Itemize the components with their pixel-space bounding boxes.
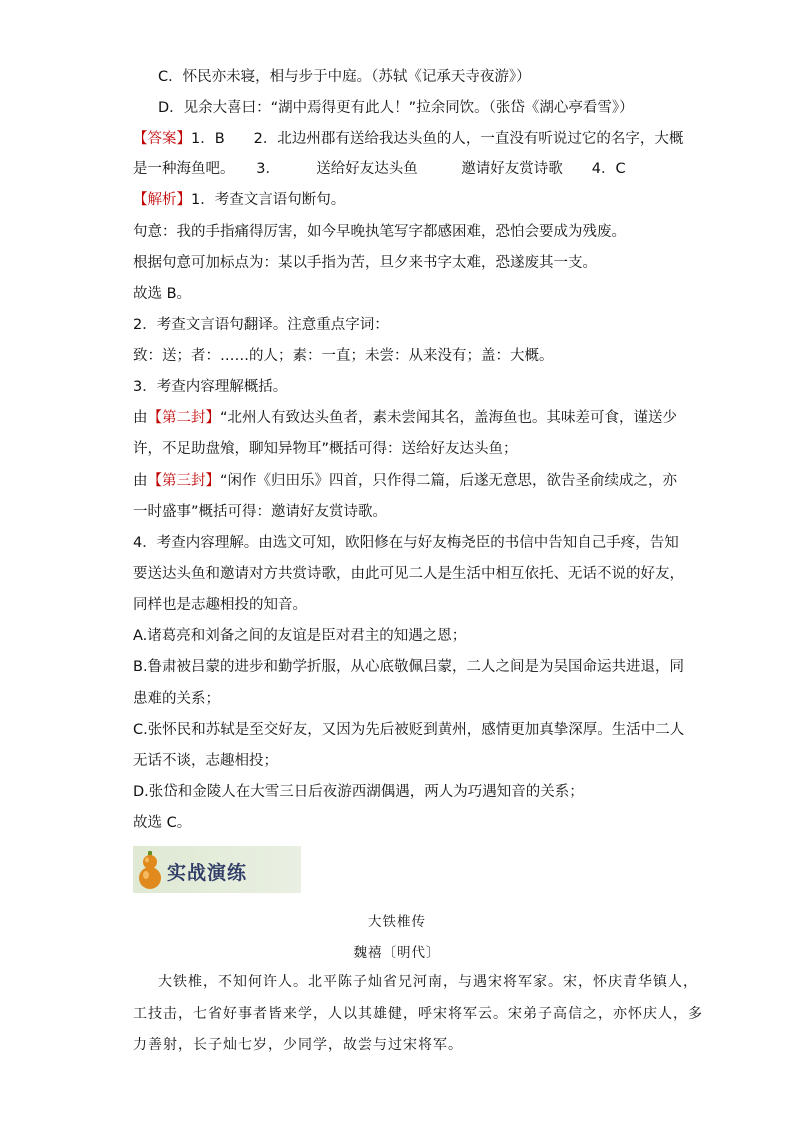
answer-label: 【答案】: [133, 131, 191, 147]
q4-line-2: 要送达头鱼和邀请对方共赏诗歌，由此可见二人是生活中相互依托、无话不说的好友，: [133, 566, 684, 582]
gourd-icon: [135, 850, 165, 890]
option-d: D．见余大喜曰：“湖中焉得更有此人！”拉余同饮。（张岱《湖心亭看雪》）: [158, 100, 634, 116]
answer-text-1: 1．B 2．北边州郡有送给我达头鱼的人，一直没有听说过它的名字，大概: [191, 131, 684, 147]
q3-l3-post: “闲作《归田乐》四首，只作得二篇，后遂无意思，欲告圣俞续成之，亦: [220, 473, 678, 489]
q3-l1-pre: 由: [133, 410, 148, 426]
analysis-conclusion: 故选 C。: [133, 815, 192, 831]
analysis-line-1: [133, 190, 345, 210]
option-c: C．怀民亦未寝，相与步于中庭。（苏轼《记承天寺夜游》）: [158, 69, 531, 85]
q3-line-1: [133, 408, 677, 428]
analysis-c-1: C.张怀民和苏轼是至交好友，又因为先后被贬到黄州，感情更加真挚深厚。生活中二人: [133, 722, 685, 738]
q3-ref-2: 【第二封】: [147, 410, 220, 426]
passage-line-2: 工技击，七省好事者皆来学，人以其雄健，呼宋将军云。宋弟子高信之，亦怀庆人，多: [133, 1006, 703, 1022]
q3-l1-post: “北州人有致达头鱼者，素未尝闻其名，盖海鱼也。其味差可食，谨送少: [220, 410, 678, 426]
section-banner: [133, 846, 301, 893]
q4-line-1: 4．考查内容理解。由选文可知，欧阳修在与好友梅尧臣的书信中告知自己手疼，告知: [133, 535, 679, 551]
passage-author: 魏禧〔明代〕: [353, 945, 441, 961]
q3-head: 3．考查内容理解概括。: [133, 379, 288, 395]
q1-conclusion: 故选 B。: [133, 286, 192, 302]
q3-ref-3: 【第三封】: [147, 473, 220, 489]
banner-title: 实战演练: [167, 862, 248, 884]
q4-line-3: 同样也是志趣相投的知音。: [133, 597, 307, 613]
q2-head: 2．考查文言语句翻译。注意重点字词：: [133, 317, 389, 333]
analysis-c-2: 无话不谈，志趣相投；: [133, 753, 278, 769]
passage-line-3: 力善射，长子灿七岁，少同学，故尝与过宋将军。: [133, 1037, 463, 1053]
passage-line-1: 大铁椎，不知何许人。北平陈子灿省兄河南，与遇宋将军家。宋，怀庆青华镇人，: [158, 974, 698, 990]
q3-l3-pre: 由: [133, 473, 148, 489]
q2-words: 致：送；者：……的人；素：一直；未尝：从来没有；盖：大概。: [133, 348, 554, 364]
q3-line-3: [133, 471, 677, 491]
q1-meaning: 句意：我的手指痛得厉害，如今早晚执笔写字都感困难，恐怕会要成为残废。: [133, 224, 626, 240]
analysis-a: A.诸葛亮和刘备之间的友谊是臣对君主的知遇之恩；: [133, 628, 467, 644]
answer-line-1: [133, 129, 683, 149]
analysis-b-2: 患难的关系；: [133, 691, 220, 707]
analysis-b-1: B.鲁肃被吕蒙的进步和勤学折服，从心底敬佩吕蒙，二人之间是为吴国命运共进退，同: [133, 659, 685, 675]
q1-head: 1．考查文言语句断句。: [191, 192, 346, 208]
answer-line-2: 是一种海鱼吧。 3． 送给好友达头鱼 邀请好友赏诗歌 4．C: [133, 161, 626, 177]
q1-punctuation: 根据句意可加标点为：某以手指为苦，旦夕来书字太难，恐遂废其一支。: [133, 255, 597, 271]
q3-line-2: 许，不足助盘飧，聊知异物耳”概括可得：送给好友达头鱼；: [133, 441, 518, 457]
q3-line-4: 一时盛事”概括可得：邀请好友赏诗歌。: [133, 504, 388, 520]
passage-title: 大铁椎传: [368, 914, 426, 930]
analysis-label: 【解析】: [133, 192, 191, 208]
analysis-d: D.张岱和金陵人在大雪三日后夜游西湖偶遇，两人为巧遇知音的关系；: [133, 784, 584, 800]
